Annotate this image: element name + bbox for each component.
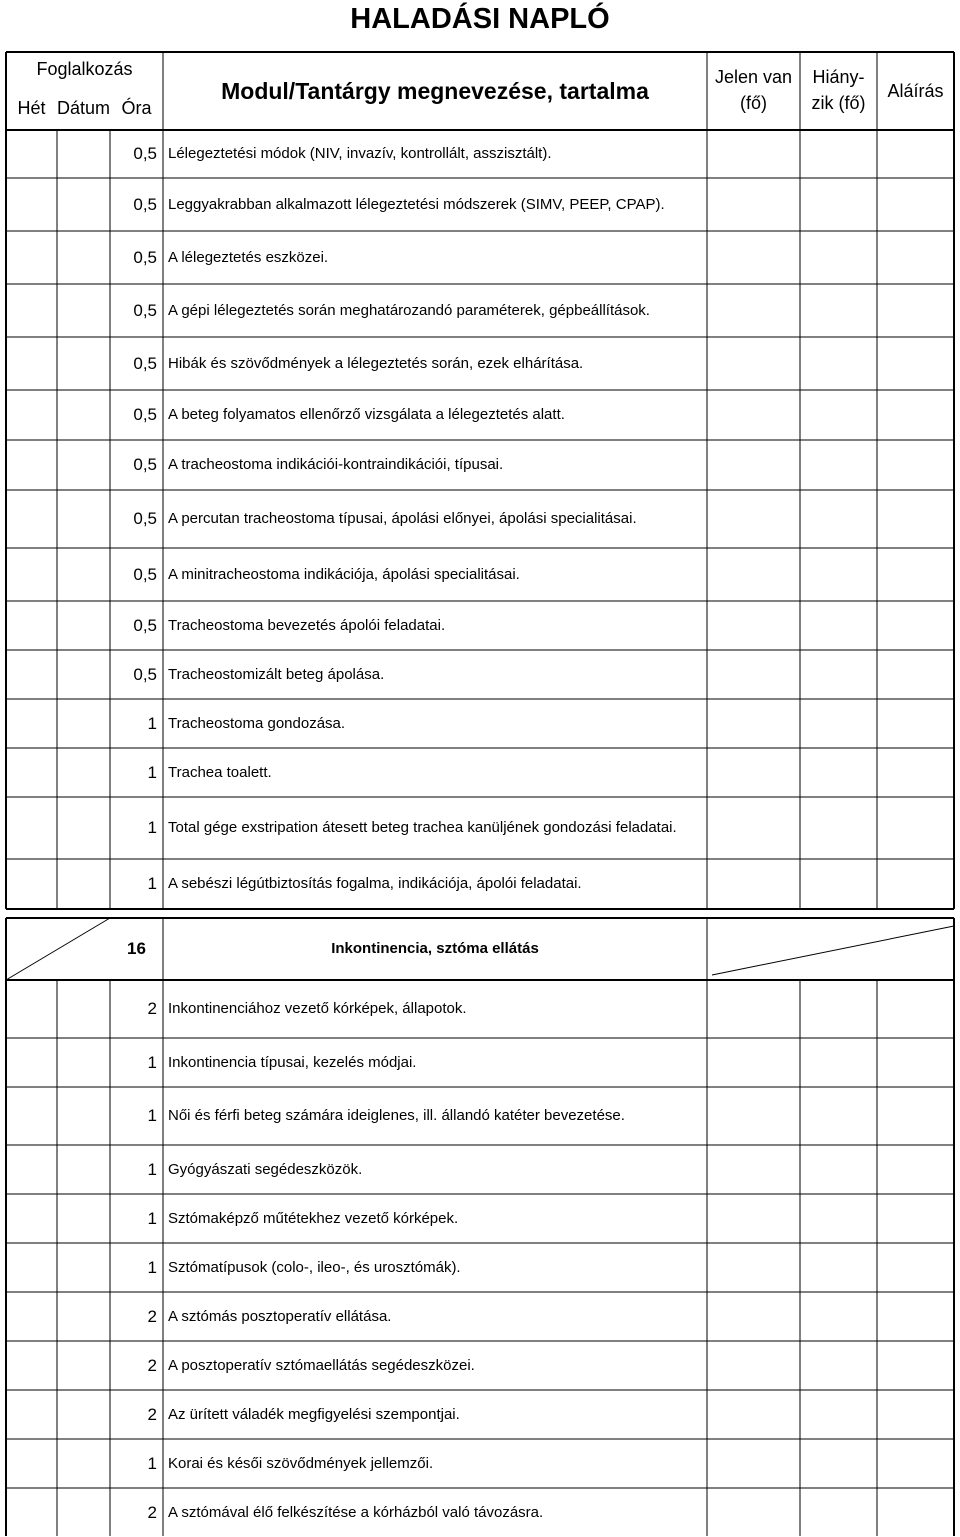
row-topic: A beteg folyamatos ellenőrző vizsgálata a lélegeztetés alatt.	[168, 406, 565, 423]
row-hours: 1	[147, 763, 157, 782]
row-hours: 0,5	[133, 195, 157, 214]
row-topic: Tracheostoma bevezetés ápolói feladatai.	[168, 617, 446, 634]
row-topic: A lélegeztetés eszközei.	[168, 249, 329, 266]
row-topic: A sztómával élő felkészítése a kórházból való távozásra.	[168, 1504, 544, 1521]
row-hours: 1	[147, 1160, 157, 1179]
row-topic: Az ürített váladék megfigyelési szempontjai.	[168, 1406, 460, 1423]
row-topic: A sztómás posztoperatív ellátása.	[168, 1308, 392, 1325]
header-subject: Modul/Tantárgy megnevezése, tartalma	[221, 78, 649, 104]
row-topic: A posztoperatív sztómaellátás segédeszközei.	[168, 1357, 475, 1374]
row-hours: 0,5	[133, 455, 157, 474]
header-present	[707, 52, 800, 130]
row-topic: Sztómaképző műtétekhez vezető kórképek.	[168, 1210, 459, 1227]
row-hours: 0,5	[133, 301, 157, 320]
row-topic: Sztómatípusok (colo-, ileo-, és urosztómák).	[168, 1259, 461, 1276]
row-hours: 1	[147, 818, 157, 837]
section-hours: 16	[127, 939, 146, 958]
row-topic: A tracheostoma indikációi-kontraindikációi, típusai.	[168, 456, 504, 473]
header-absent	[800, 52, 877, 130]
row-topic: Lélegeztetési módok (NIV, invazív, kontrollált, asszisztált).	[168, 145, 552, 162]
header-signature: Aláírás	[887, 81, 944, 101]
row-topic: A minitracheostoma indikációja, ápolási specialitásai.	[168, 566, 520, 583]
row-topic: Trachea toalett.	[168, 764, 272, 781]
section-diagonal	[712, 926, 954, 975]
section-title: Inkontinencia, sztóma ellátás	[331, 940, 539, 957]
row-hours: 0,5	[133, 616, 157, 635]
row-hours: 0,5	[133, 248, 157, 267]
row-hours: 2	[147, 999, 157, 1018]
row-hours: 1	[147, 1258, 157, 1277]
header-group-label: Foglalkozás	[36, 59, 133, 79]
document-title: HALADÁSI NAPLÓ	[350, 3, 610, 35]
row-hours: 0,5	[133, 405, 157, 424]
row-topic: Korai és késői szövődmények jellemzői.	[168, 1455, 434, 1472]
header-week: Hét	[17, 98, 46, 118]
row-topic: A percutan tracheostoma típusai, ápolási előnyei, ápolási specialitásai.	[168, 510, 637, 527]
row-topic: Tracheostomizált beteg ápolása.	[168, 666, 385, 683]
row-topic: Leggyakrabban alkalmazott lélegeztetési módszerek (SIMV, PEEP, CPAP).	[168, 196, 665, 213]
row-hours: 1	[147, 1209, 157, 1228]
header-date: Dátum	[57, 98, 111, 118]
row-topic: Tracheostoma gondozása.	[168, 715, 346, 732]
header-hours: Óra	[121, 98, 152, 118]
row-hours: 0,5	[133, 665, 157, 684]
row-hours: 2	[147, 1405, 157, 1424]
row-hours: 0,5	[133, 509, 157, 528]
row-hours: 2	[147, 1307, 157, 1326]
row-topic: Inkontinenciához vezető kórképek, állapotok.	[168, 1000, 467, 1017]
header-present-line2: (fő)	[740, 93, 767, 113]
row-topic: Inkontinencia típusai, kezelés módjai.	[168, 1054, 417, 1071]
row-hours: 0,5	[133, 144, 157, 163]
header-present-line1: Jelen van	[714, 67, 793, 87]
row-hours: 0,5	[133, 565, 157, 584]
row-hours: 0,5	[133, 354, 157, 373]
row-topic: Női és férfi beteg számára ideiglenes, ill. állandó katéter bevezetése.	[168, 1107, 625, 1124]
row-hours: 1	[147, 1454, 157, 1473]
header-absent-line1: Hiány-	[812, 67, 865, 87]
row-topic: Gyógyászati segédeszközök.	[168, 1161, 363, 1178]
row-hours: 2	[147, 1356, 157, 1375]
row-hours: 1	[147, 1106, 157, 1125]
row-hours: 1	[147, 874, 157, 893]
section-diagonal	[6, 918, 110, 980]
row-hours: 1	[147, 1053, 157, 1072]
row-hours: 2	[147, 1503, 157, 1522]
row-hours: 1	[147, 714, 157, 733]
row-topic: Total gége exstripation átesett beteg trachea kanüljének gondozási feladatai.	[168, 819, 677, 836]
row-topic: A gépi lélegeztetés során meghatározandó paraméterek, gépbeállítások.	[168, 302, 650, 319]
row-topic: Hibák és szövődmények a lélegeztetés során, ezek elhárítása.	[168, 355, 584, 372]
row-topic: A sebészi légútbiztosítás fogalma, indikációja, ápolói feladatai.	[168, 875, 582, 892]
header-absent-line2: zik (fő)	[811, 93, 866, 113]
